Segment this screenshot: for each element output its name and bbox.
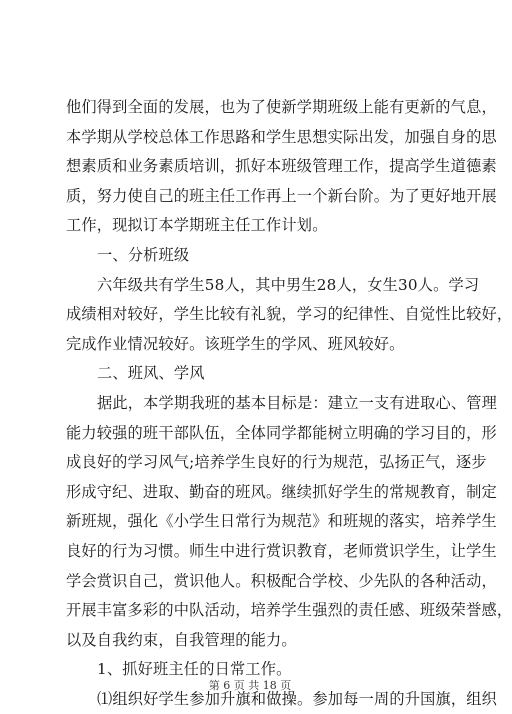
text-line: 形成守纪、进取、勤奋的班风。继续抓好学生的常规教育，制定 bbox=[66, 482, 497, 501]
text-line: 工作，现拟订本学期班主任工作计划。 bbox=[66, 216, 328, 235]
text-line: 新班规，强化《小学生日常行为规范》和班规的落实，培养学生 bbox=[66, 512, 497, 531]
body-text bbox=[66, 93, 512, 714]
text-line: 成良好的学习风气;培养学生良好的行为规范，弘扬正气，逐步 bbox=[66, 453, 487, 472]
text-line: 能力较强的班干部队伍，全体同学都能树立明确的学习目的，形 bbox=[66, 423, 497, 442]
text-line: 质，努力使自己的班主任工作再上一个新台阶。为了更好地开展 bbox=[66, 186, 497, 205]
page-footer bbox=[0, 677, 500, 693]
section-heading: 一、分析班级 bbox=[97, 245, 190, 264]
text-line: 完成作业情况较好。该班学生的学风、班风较好。 bbox=[66, 334, 405, 353]
text-line: 六年级共有学生58人，其中男生28人，女生30人。学习 bbox=[97, 275, 480, 294]
text-line: ⑴组织好学生参加升旗和做操。参加每一周的升国旗，组织 bbox=[97, 689, 498, 708]
text-line: 学会赏识自己，赏识他人。积极配合学校、少先队的各种活动， bbox=[66, 571, 497, 590]
text-line: 他们得到全面的发展，也为了使新学期班级上能有更新的气息， bbox=[66, 98, 497, 116]
text-line: 本学期从学校总体工作思路和学生思想实际出发，加强自身的思 bbox=[66, 127, 497, 146]
page-number: 第 6 页 共 18 页 bbox=[208, 679, 292, 692]
text-line: 良好的行为习惯。师生中进行赏识教育，老师赏识学生，让学生 bbox=[66, 541, 497, 560]
text-line: 据此，本学期我班的基本目标是：建立一支有进取心、管理 bbox=[97, 393, 498, 412]
text-line: 开展丰富多彩的中队活动，培养学生强烈的责任感、班级荣誉感， bbox=[66, 601, 512, 620]
text-line: 想素质和业务素质培训，抓好本班级管理工作，提高学生道德素 bbox=[66, 157, 497, 176]
section-heading: 1、抓好班主任的日常工作。 bbox=[97, 660, 292, 679]
text-line: 以及自我约束，自我管理的能力。 bbox=[66, 630, 297, 649]
text-line: 成绩相对较好，学生比较有礼貌，学习的纪律性、自觉性比较好， bbox=[66, 305, 512, 324]
section-heading: 二、班风、学风 bbox=[97, 364, 205, 383]
